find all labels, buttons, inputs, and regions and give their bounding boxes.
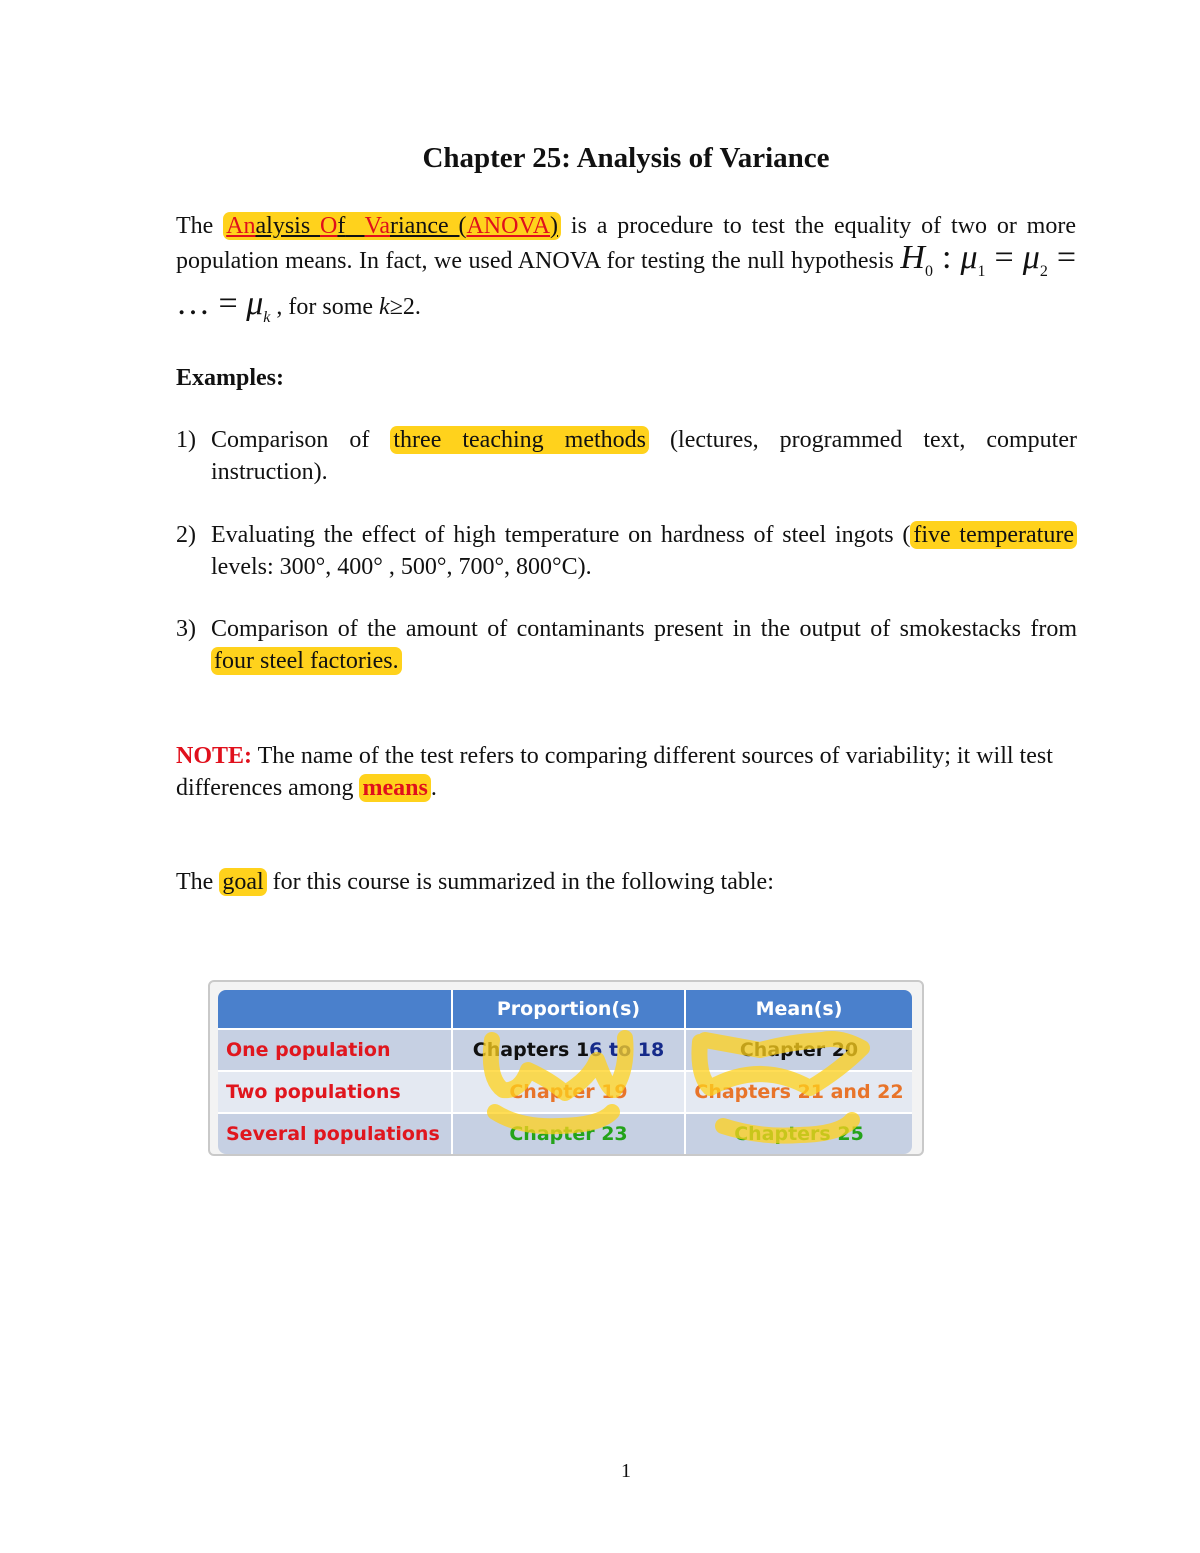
example-number: 2) xyxy=(176,522,196,548)
example-highlight: five temperature xyxy=(910,521,1077,549)
formula-part: : xyxy=(932,239,961,276)
intro-paragraph xyxy=(176,210,1076,334)
term-fragment: An xyxy=(226,213,256,239)
example-item xyxy=(211,613,1077,677)
note-label: NOTE: xyxy=(176,743,253,769)
table-cell: Chapters 21 and 22 xyxy=(685,1071,912,1113)
row-label: One population xyxy=(218,1029,452,1071)
table-header-cell xyxy=(218,990,452,1029)
table-row xyxy=(218,1029,912,1071)
note-text: The name of the test refers to comparing different sources of variability; it will test differences among xyxy=(176,743,1053,801)
table-row xyxy=(218,1071,912,1113)
note-highlight: means xyxy=(359,774,430,802)
formula-part: = … = xyxy=(176,239,1077,322)
example-number: 3) xyxy=(176,616,196,642)
intro-text: The xyxy=(176,213,214,239)
example-item xyxy=(211,424,1077,488)
formula-part: H xyxy=(900,239,925,276)
term-fragment: riance ( xyxy=(390,213,467,239)
goal-text: The xyxy=(176,869,220,895)
row-label: Two populations xyxy=(218,1071,452,1113)
goal-text: for this course is summarized in the following table: xyxy=(266,869,774,895)
formula-part: μ xyxy=(246,284,264,322)
term-fragment: Va xyxy=(364,213,390,239)
cell-text: 6 to 18 xyxy=(589,1039,665,1061)
example-item xyxy=(211,519,1077,583)
formula-part: 2 xyxy=(1039,262,1048,280)
table-cell: Chapter 23 xyxy=(452,1113,685,1154)
table-header-cell: Proportion(s) xyxy=(452,990,685,1029)
formula-part: μ xyxy=(960,239,978,276)
term-fragment: O xyxy=(320,213,338,239)
intro-text: ≥2. xyxy=(389,293,421,320)
table-cell xyxy=(452,1029,685,1071)
goal-paragraph xyxy=(176,866,1076,898)
example-highlight: three teaching methods xyxy=(390,426,649,454)
row-label: Several populations xyxy=(218,1113,452,1154)
table-cell: Chapter 20 xyxy=(685,1029,912,1071)
example-text: (lectures, programmed text, computer instruction). xyxy=(211,427,1077,485)
course-goal-table xyxy=(218,990,912,1154)
table-header-row xyxy=(218,990,912,1029)
cell-text: Chapters 1 xyxy=(472,1039,590,1061)
table-cell: Chapter 19 xyxy=(452,1071,685,1113)
term-fragment: alysis xyxy=(255,213,321,239)
formula-part: 1 xyxy=(977,262,986,280)
example-text: Evaluating the effect of high temperature on hardness of steel ingots ( xyxy=(211,522,911,548)
page-title: Chapter 25: Analysis of Variance xyxy=(422,142,830,174)
term-fragment: ANOVA xyxy=(466,213,551,239)
page-number: 1 xyxy=(621,1460,631,1482)
example-text: levels: 300°, 400° , 500°, 700°, 800°C). xyxy=(211,554,592,580)
intro-text: k xyxy=(379,293,390,320)
example-text: Comparison of xyxy=(211,427,391,453)
example-number: 1) xyxy=(176,427,196,453)
formula-part: k xyxy=(263,308,271,326)
example-highlight: four steel factories. xyxy=(211,647,402,675)
formula-part: = xyxy=(985,239,1023,276)
intro-text: , for some xyxy=(270,293,380,320)
note-text: . xyxy=(430,775,437,801)
term-fragment: f xyxy=(337,213,346,239)
note-paragraph xyxy=(176,740,1066,804)
goal-highlight: goal xyxy=(219,868,266,896)
table-header-cell: Mean(s) xyxy=(685,990,912,1029)
anova-term-highlight xyxy=(223,212,561,240)
example-text: Comparison of the amount of contaminants present in the output of smokestacks from xyxy=(211,616,1077,642)
intro-text: is a procedure to test the equality of two or more population means. In fact, we used ANOVA for testing the null hypothesis xyxy=(176,213,1076,274)
term-fragment xyxy=(345,213,364,239)
table-row xyxy=(218,1113,912,1154)
formula-part: μ xyxy=(1022,239,1040,276)
formula-part: 0 xyxy=(924,262,933,280)
examples-heading: Examples: xyxy=(176,365,284,391)
term-fragment: ) xyxy=(550,213,559,239)
table-cell: Chapters 25 xyxy=(685,1113,912,1154)
